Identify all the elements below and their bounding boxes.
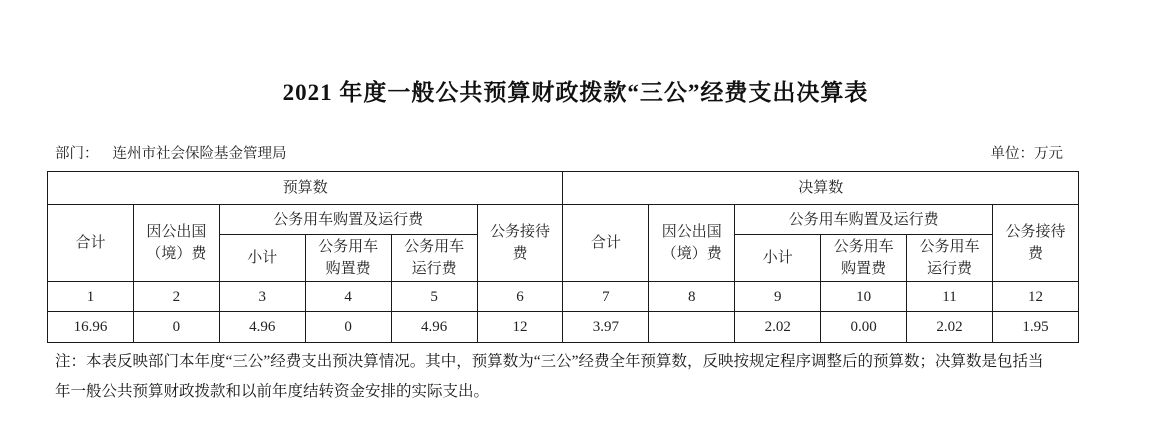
section-header-row bbox=[48, 172, 1079, 205]
header-budget-vehicle-operation: 公务用车运行费 bbox=[391, 235, 477, 282]
column-number-11: 11 bbox=[907, 282, 993, 312]
column-number-9: 9 bbox=[735, 282, 821, 312]
column-number-2: 2 bbox=[133, 282, 219, 312]
value-final-reception: 1.95 bbox=[992, 312, 1078, 343]
department-label: 部门： bbox=[55, 146, 99, 162]
header-budget-vehicle-purchase: 公务用车购置费 bbox=[305, 235, 391, 282]
header-budget-vehicle-group: 公务用车购置及运行费 bbox=[219, 205, 477, 235]
unit-label: 单位： bbox=[990, 146, 1034, 162]
value-budget-abroad: 0 bbox=[133, 312, 219, 343]
footnote-line-2: 年一般公共预算财政拨款和以前年度结转资金安排的实际支出。 bbox=[55, 383, 490, 400]
value-final-vehicle-purchase: 0.00 bbox=[821, 312, 907, 343]
value-budget-vehicle-subtotal: 4.96 bbox=[219, 312, 305, 343]
section-header-budget: 预算数 bbox=[48, 172, 563, 205]
header-final-vehicle-group: 公务用车购置及运行费 bbox=[735, 205, 993, 235]
footnote bbox=[55, 347, 1107, 407]
three-public-expense-table bbox=[47, 171, 1079, 343]
column-number-12: 12 bbox=[992, 282, 1078, 312]
department-value: 连州市社会保险基金管理局 bbox=[112, 146, 287, 162]
column-number-3: 3 bbox=[219, 282, 305, 312]
column-number-10: 10 bbox=[821, 282, 907, 312]
column-number-5: 5 bbox=[391, 282, 477, 312]
value-final-total: 3.97 bbox=[563, 312, 649, 343]
section-header-final: 决算数 bbox=[563, 172, 1079, 205]
page-title: 2021 年度一般公共预算财政拨款“三公”经费支出决算表 bbox=[282, 80, 869, 105]
column-number-4: 4 bbox=[305, 282, 391, 312]
header-final-total: 合计 bbox=[563, 205, 649, 282]
value-final-abroad bbox=[649, 312, 735, 343]
value-final-vehicle-operation: 2.02 bbox=[907, 312, 993, 343]
header-budget-total: 合计 bbox=[48, 205, 134, 282]
department-line bbox=[55, 142, 287, 163]
value-row bbox=[48, 312, 1079, 343]
value-budget-vehicle-operation: 4.96 bbox=[391, 312, 477, 343]
header-budget-reception: 公务接待费 bbox=[477, 205, 563, 282]
header-final-vehicle-subtotal: 小计 bbox=[735, 235, 821, 282]
header-final-reception: 公务接待费 bbox=[992, 205, 1078, 282]
column-number-row bbox=[48, 282, 1079, 312]
group-header-row bbox=[48, 205, 1079, 235]
footnote-line-1: 注：本表反映部门本年度“三公”经费支出预决算情况。其中，预算数为“三公”经费全年预算数，反映按规定程序调整后的预算数；决算数是包括当 bbox=[55, 353, 1044, 370]
value-budget-total: 16.96 bbox=[48, 312, 134, 343]
value-budget-reception: 12 bbox=[477, 312, 563, 343]
header-final-abroad: 因公出国（境）费 bbox=[649, 205, 735, 282]
column-number-8: 8 bbox=[649, 282, 735, 312]
column-number-1: 1 bbox=[48, 282, 134, 312]
header-budget-vehicle-subtotal: 小计 bbox=[219, 235, 305, 282]
unit-value: 万元 bbox=[1034, 146, 1063, 162]
meta-row bbox=[55, 142, 1063, 163]
unit-line bbox=[991, 142, 1064, 163]
header-budget-abroad: 因公出国（境）费 bbox=[133, 205, 219, 282]
column-number-6: 6 bbox=[477, 282, 563, 312]
header-final-vehicle-operation: 公务用车运行费 bbox=[907, 235, 993, 282]
value-final-vehicle-subtotal: 2.02 bbox=[735, 312, 821, 343]
column-number-7: 7 bbox=[563, 282, 649, 312]
header-final-vehicle-purchase: 公务用车购置费 bbox=[821, 235, 907, 282]
value-budget-vehicle-purchase: 0 bbox=[305, 312, 391, 343]
